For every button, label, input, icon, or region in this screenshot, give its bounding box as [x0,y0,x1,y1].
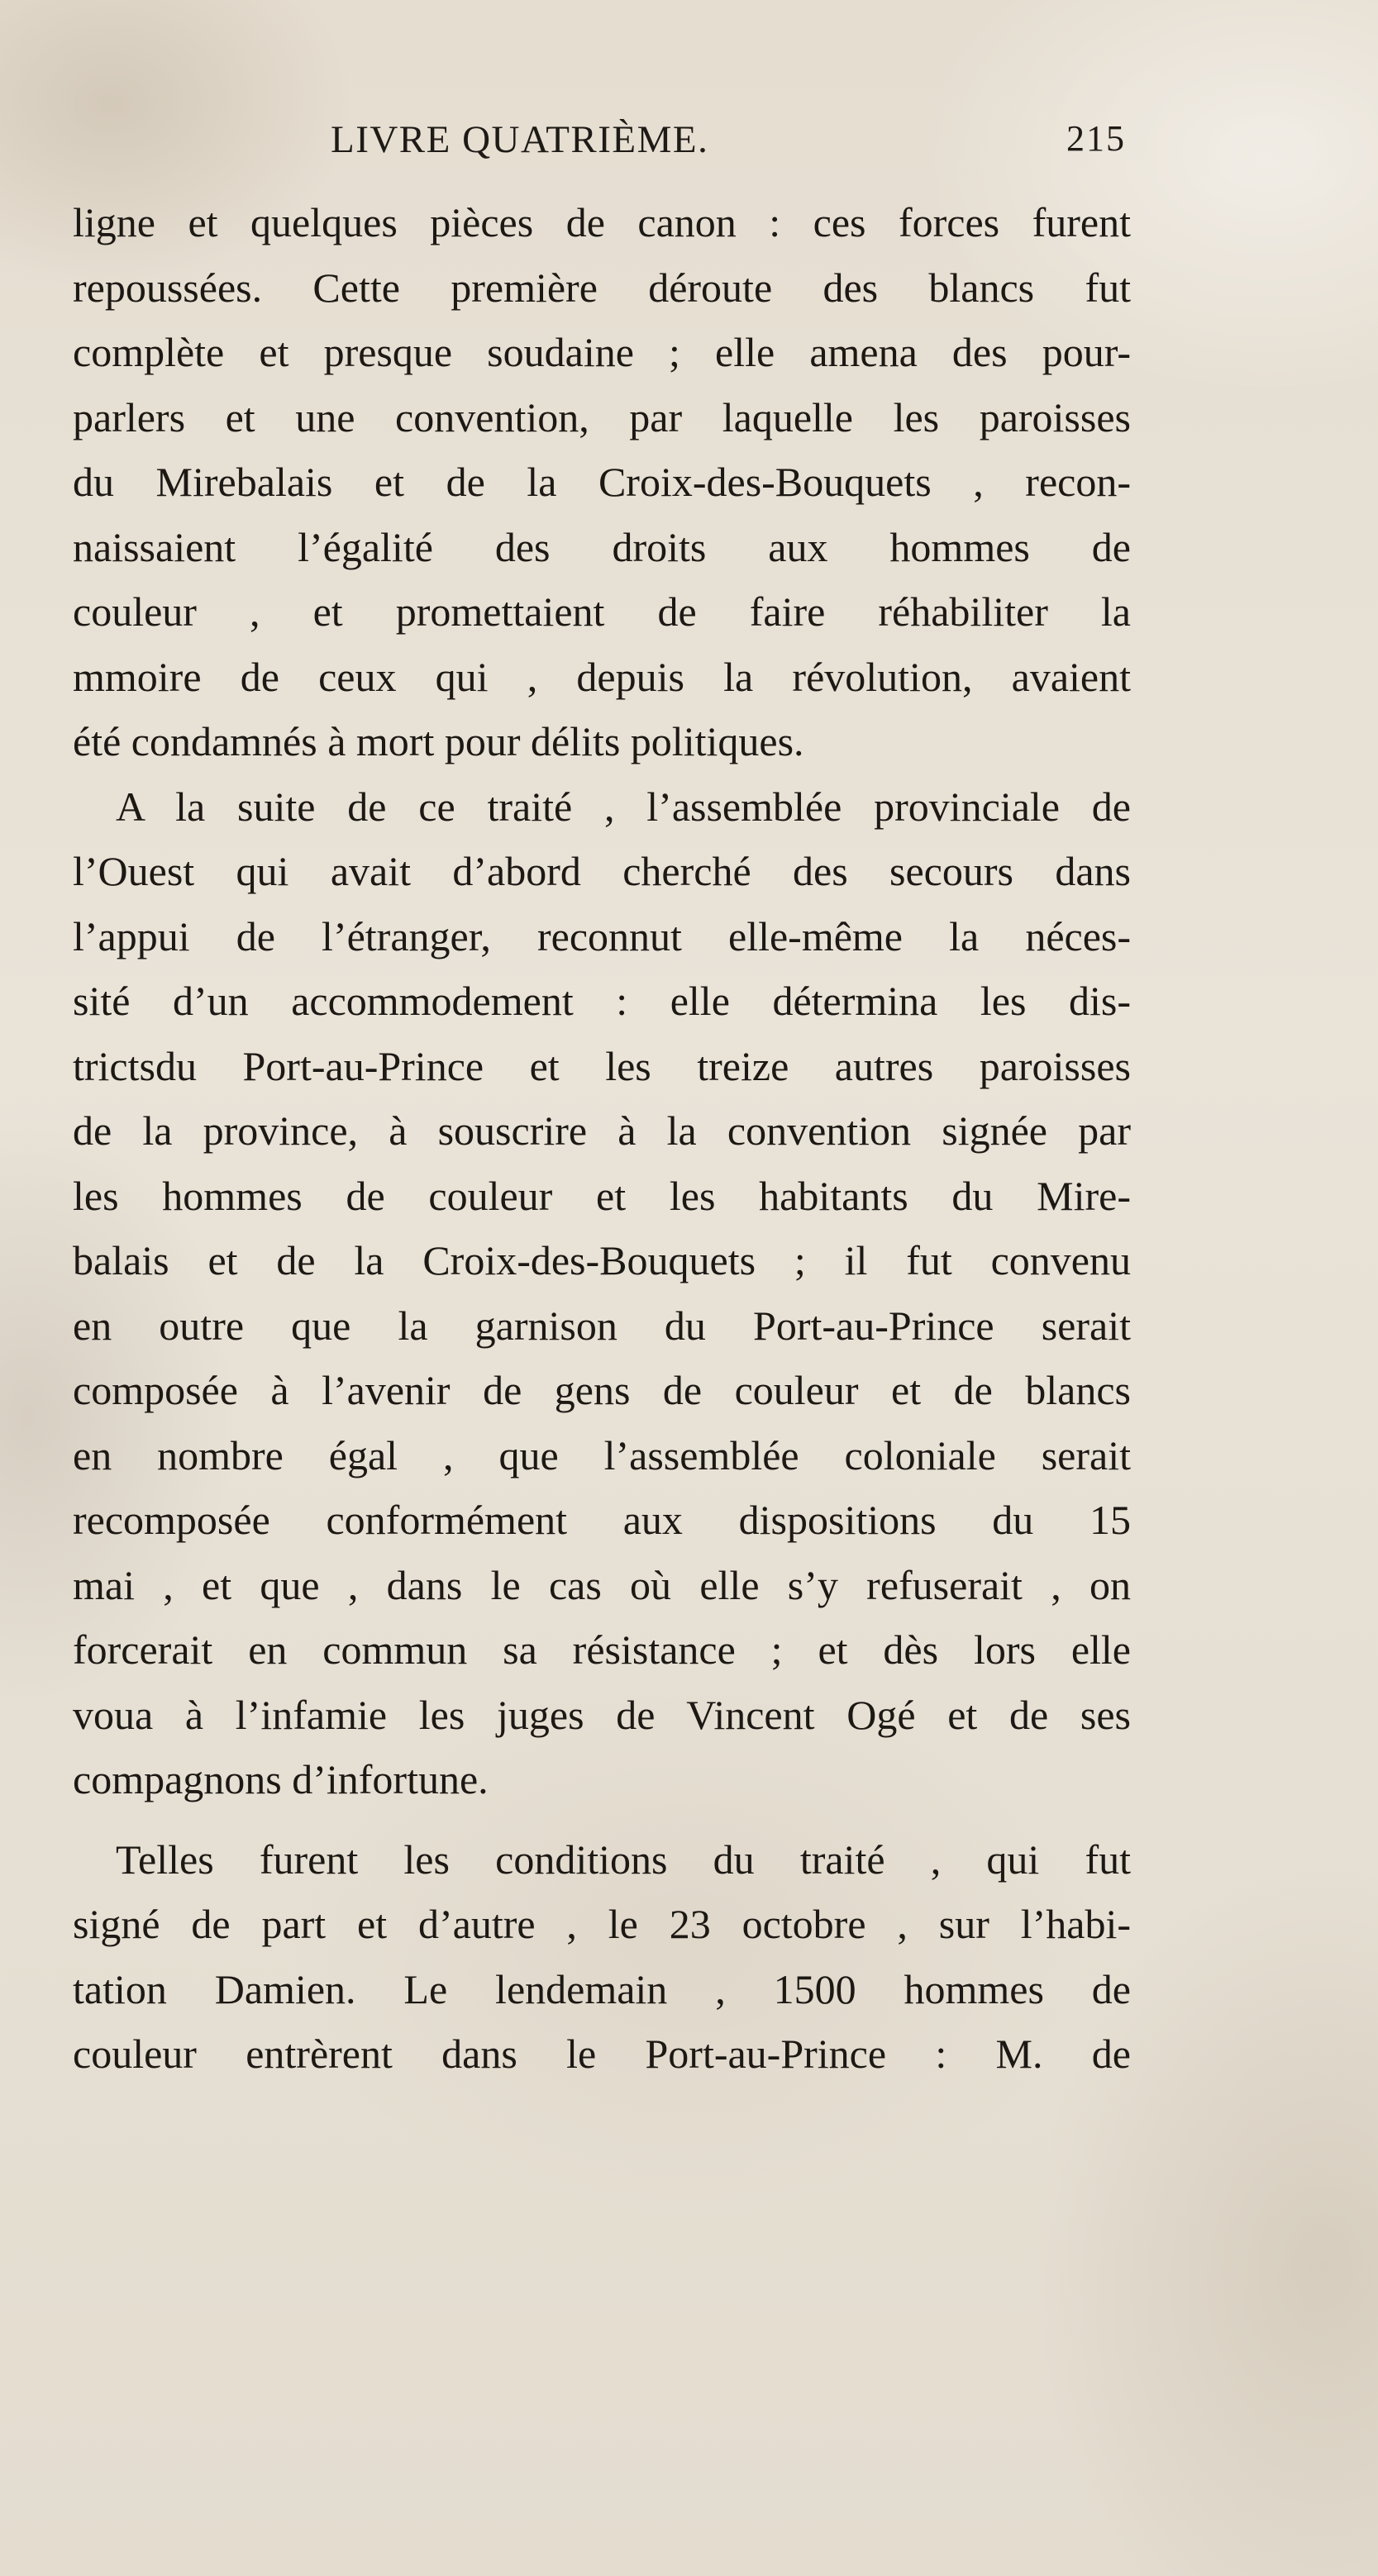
page-number: 215 [1066,118,1126,159]
text-line: forcerait en commun sa résistance ; et dès lors elle [73,1626,1131,1673]
running-head [0,117,1378,175]
text-line: tation Damien. Le lendemain , 1500 hommes de [73,1965,1131,2012]
text-line: l’Ouest qui avait d’abord cherché des secours dans [73,848,1131,894]
text-line: parlers et une convention, par laquelle les paroisses [73,393,1131,440]
text-line: couleur , et promettaient de faire réhabiliter la [73,588,1131,635]
text-line: de la province, à souscrire à la convention signée par [73,1107,1131,1154]
text-line: ligne et quelques pièces de canon : ces forces furent [73,199,1131,245]
text-line: du Mirebalais et de la Croix-des-Bouquets , recon- [73,459,1131,505]
text-line: composée à l’avenir de gens de couleur et de blancs [73,1367,1131,1413]
text-line: l’appui de l’étranger, reconnut elle-même la néces- [73,912,1131,959]
text-line: été condamnés à mort pour délits politiques. [73,718,804,764]
text-line: repoussées. Cette première déroute des blancs fut [73,264,1131,311]
text-line: recomposée conformément aux dispositions du 15 [73,1497,1131,1543]
body-text [73,190,1131,2087]
paragraph-gap [73,1812,1131,1827]
text-line: voua à l’infamie les juges de Vincent Ogé et de ses [73,1691,1131,1738]
running-title: LIVRE QUATRIÈME. [331,118,709,161]
text-line: en nombre égal , que l’assemblée coloniale serait [73,1431,1131,1478]
text-line: balais et de la Croix-des-Bouquets ; il fut convenu [73,1237,1131,1283]
text-line: A la suite de ce traité , l’assemblée provinciale de [116,783,1131,830]
text-line: mai , et que , dans le cas où elle s’y refuserait , on [73,1561,1131,1608]
text-line: signé de part et d’autre , le 23 octobre , sur l’habi- [73,1901,1131,1947]
text-line: naissaient l’égalité des droits aux hommes de [73,523,1131,570]
text-line: Telles furent les conditions du traité , qui fut [116,1836,1131,1883]
text-line: compagnons d’infortune. [73,1756,489,1802]
text-line: en outre que la garnison du Port-au-Prince serait [73,1302,1131,1349]
text-line: complète et presque soudaine ; elle amena des pour- [73,329,1131,375]
text-line: couleur entrèrent dans le Port-au-Prince : M. de [73,2031,1131,2077]
text-line: les hommes de couleur et les habitants du Mire- [73,1172,1131,1219]
text-line: mmoire de ceux qui , depuis la révolution, avaient [73,653,1131,700]
text-line: trictsdu Port-au-Prince et les treize autres paroisses [73,1042,1131,1089]
text-line: sité d’un accommodement : elle détermina les dis- [73,978,1131,1024]
